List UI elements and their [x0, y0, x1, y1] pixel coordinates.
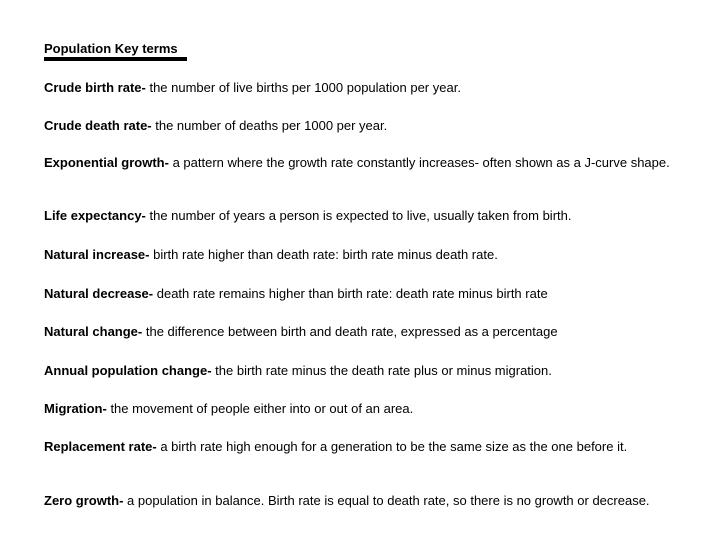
definition: the number of deaths per 1000 per year. [151, 118, 388, 133]
term: Migration- [44, 401, 107, 416]
list-item [44, 324, 674, 340]
definition: the movement of people either into or out of an area. [106, 401, 414, 416]
term: Zero growth- [44, 493, 124, 508]
definition: the number of years a person is expected to live, usually taken from birth. [145, 208, 572, 223]
definition: a population in balance. Birth rate is equal to death rate, so there is no growth or decrease. [123, 493, 650, 508]
list-item [44, 401, 674, 417]
list-item [44, 493, 674, 509]
term: Natural increase- [44, 247, 150, 262]
definition: the difference between birth and death rate, expressed as a percentage [142, 324, 558, 339]
definition: birth rate higher than death rate: birth rate minus death rate. [149, 247, 498, 262]
term: Replacement rate- [44, 439, 157, 454]
definition: the number of live births per 1000 population per year. [145, 80, 461, 95]
term: Crude birth rate- [44, 80, 146, 95]
definition: a pattern where the growth rate constantly increases- often shown as a J-curve shape. [168, 155, 670, 170]
list-item [44, 286, 674, 302]
list-item [44, 208, 674, 224]
page-title: Population Key terms [44, 41, 178, 56]
list-item [44, 439, 674, 455]
term: Natural decrease- [44, 286, 154, 301]
definition: death rate remains higher than birth rate: death rate minus birth rate [153, 286, 548, 301]
term: Life expectancy- [44, 208, 146, 223]
term: Crude death rate- [44, 118, 152, 133]
list-item [44, 155, 674, 171]
title-underline [44, 57, 187, 61]
definition: the birth rate minus the death rate plus or minus migration. [211, 363, 552, 378]
term: Natural change- [44, 324, 143, 339]
term: Exponential growth- [44, 155, 169, 170]
list-item [44, 80, 674, 96]
definition: a birth rate high enough for a generation to be the same size as the one before it. [156, 439, 628, 454]
list-item [44, 118, 674, 134]
term: Annual population change- [44, 363, 212, 378]
list-item [44, 247, 674, 263]
list-item [44, 363, 674, 379]
